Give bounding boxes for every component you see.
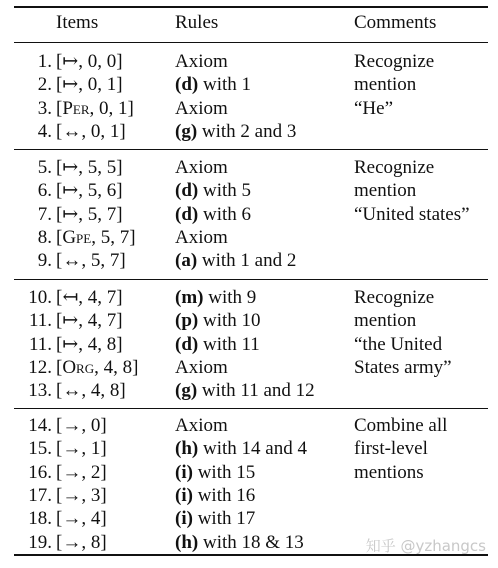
row-number: 17. — [28, 485, 52, 506]
row-comment: “the United — [354, 334, 443, 355]
row-item: [Per, 0, 1] — [56, 98, 134, 119]
row-item: [↦, 0, 1] — [56, 74, 123, 95]
row-rule: Axiom — [175, 415, 228, 436]
row-comment: “United states” — [354, 204, 470, 225]
header-rules: Rules — [175, 12, 219, 33]
row-rule: Axiom — [175, 98, 228, 119]
row-comment: mention — [354, 74, 417, 95]
header-rule — [14, 42, 488, 43]
group-divider — [14, 149, 488, 150]
row-rule: (h) with 14 and 4 — [175, 438, 307, 459]
row-rule: (a) with 1 and 2 — [175, 250, 297, 271]
rule-id: (g) — [175, 121, 198, 142]
row-item: [↦, 4, 8] — [56, 334, 123, 355]
row-item: [↔, 5, 7] — [56, 250, 126, 271]
rule-id: (g) — [175, 380, 198, 401]
rule-id: (d) — [175, 180, 199, 201]
row-rule: (p) with 10 — [175, 310, 261, 331]
row-number: 19. — [28, 532, 52, 553]
row-item: [↦, 5, 5] — [56, 157, 123, 178]
row-number: 9. — [37, 250, 52, 271]
header-comments: Comments — [354, 12, 437, 33]
row-number: 15. — [28, 438, 52, 459]
rule-id: (m) — [175, 287, 204, 308]
row-comment: Recognize — [354, 51, 435, 72]
row-comment: first-level — [354, 438, 428, 459]
row-item: [→, 4] — [56, 508, 107, 529]
row-item: [→, 8] — [56, 532, 107, 553]
rule-id: (h) — [175, 438, 199, 459]
row-item: [↔, 0, 1] — [56, 121, 126, 142]
row-number: 2. — [37, 74, 52, 95]
row-number: 14. — [28, 415, 52, 436]
row-item: [↦, 4, 7] — [56, 310, 123, 331]
row-item: [↦, 0, 0] — [56, 51, 123, 72]
group-divider — [14, 279, 488, 280]
row-item: [→, 2] — [56, 462, 107, 483]
row-number: 10. — [28, 287, 52, 308]
row-item: [Org, 4, 8] — [56, 357, 139, 378]
rule-id: (i) — [175, 508, 193, 529]
row-number: 1. — [37, 51, 52, 72]
row-item: [Gpe, 5, 7] — [56, 227, 136, 248]
row-item: [↔, 4, 8] — [56, 380, 126, 401]
rule-id: (a) — [175, 250, 198, 271]
rule-id: (i) — [175, 485, 193, 506]
row-number: 11. — [28, 334, 52, 355]
row-rule: (d) with 1 — [175, 74, 252, 95]
label-smallcaps: Per — [62, 98, 90, 119]
top-rule — [14, 6, 488, 8]
row-rule: Axiom — [175, 51, 228, 72]
rule-id: (d) — [175, 74, 199, 95]
row-number: 4. — [37, 121, 52, 142]
rule-id: (h) — [175, 532, 199, 553]
row-comment: mention — [354, 310, 417, 331]
group-divider — [14, 408, 488, 409]
row-number: 18. — [28, 508, 52, 529]
label-smallcaps: Gpe — [62, 227, 92, 248]
row-rule: (d) with 11 — [175, 334, 260, 355]
row-number: 12. — [28, 357, 52, 378]
row-rule: (g) with 2 and 3 — [175, 121, 297, 142]
row-comment: mentions — [354, 462, 424, 483]
rule-id: (d) — [175, 334, 199, 355]
row-number: 5. — [37, 157, 52, 178]
row-rule: (d) with 5 — [175, 180, 252, 201]
row-rule: (i) with 16 — [175, 485, 256, 506]
row-rule: Axiom — [175, 157, 228, 178]
watermark: 知乎 @yzhangcs — [365, 537, 486, 555]
row-item: [→, 3] — [56, 485, 107, 506]
label-smallcaps: Org — [62, 357, 95, 378]
rule-id: (i) — [175, 462, 193, 483]
row-comment: States army” — [354, 357, 452, 378]
rule-id: (p) — [175, 310, 199, 331]
row-number: 11. — [28, 310, 52, 331]
row-comment: Combine all — [354, 415, 448, 436]
row-rule: (g) with 11 and 12 — [175, 380, 315, 401]
row-number: 7. — [37, 204, 52, 225]
row-number: 8. — [37, 227, 52, 248]
row-item: [↤, 4, 7] — [56, 287, 123, 308]
row-number: 13. — [28, 380, 52, 401]
row-item: [↦, 5, 6] — [56, 180, 123, 201]
row-rule: (i) with 15 — [175, 462, 256, 483]
row-item: [→, 1] — [56, 438, 107, 459]
row-rule: Axiom — [175, 227, 228, 248]
row-rule: (m) with 9 — [175, 287, 257, 308]
row-comment: Recognize — [354, 287, 435, 308]
header-items: Items — [56, 12, 99, 33]
row-rule: (d) with 6 — [175, 204, 252, 225]
row-rule: (i) with 17 — [175, 508, 256, 529]
row-comment: mention — [354, 180, 417, 201]
row-rule: Axiom — [175, 357, 228, 378]
row-number: 6. — [37, 180, 52, 201]
row-item: [→, 0] — [56, 415, 107, 436]
row-item: [↦, 5, 7] — [56, 204, 123, 225]
row-comment: “He” — [354, 98, 394, 119]
row-number: 16. — [28, 462, 52, 483]
row-number: 3. — [37, 98, 52, 119]
rule-id: (d) — [175, 204, 199, 225]
row-rule: (h) with 18 & 13 — [175, 532, 304, 553]
row-comment: Recognize — [354, 157, 435, 178]
